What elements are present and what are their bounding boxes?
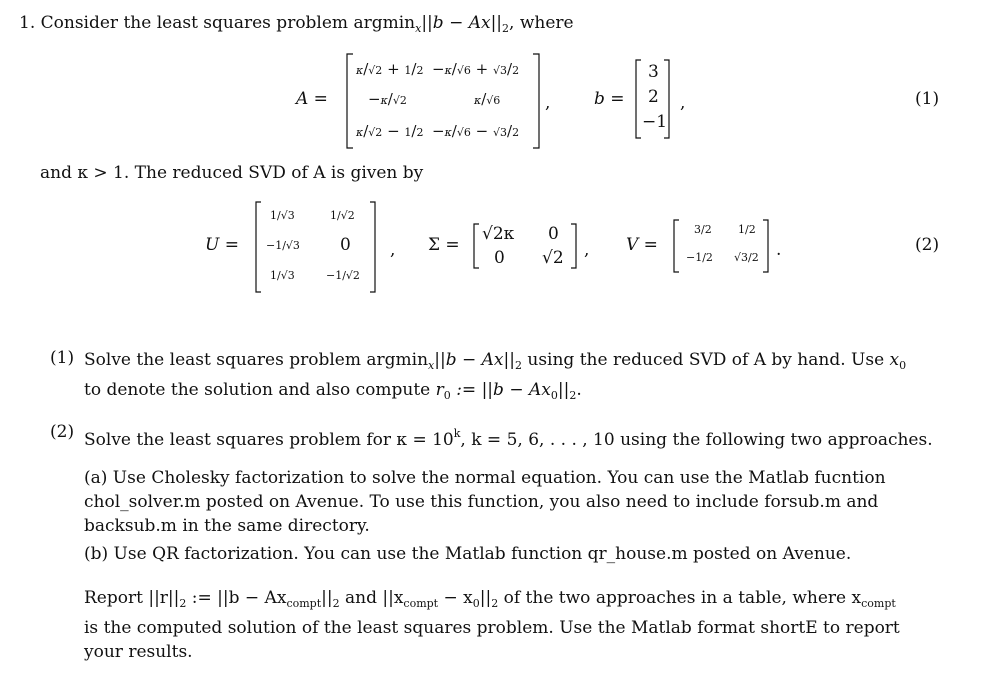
kappa-line: and κ > 1. The reduced SVD of A is given by xyxy=(40,163,424,183)
intro-end: , where xyxy=(509,13,574,33)
A-label: A = xyxy=(296,89,328,109)
task-2-number: (2) xyxy=(50,422,75,442)
A-r3c1: κ/√2 − 1/2 xyxy=(356,122,424,140)
U-c2-r1: 1/√2 xyxy=(330,209,355,222)
task-2b-text: (b) Use QR factorization. You can use the Matlab function qr_house.m posted on Avenue. xyxy=(84,544,852,564)
A-r2c1: −κ/√2 xyxy=(368,90,407,108)
b-entry-1: 3 xyxy=(648,62,659,82)
A-r1c1: κ/√2 + 1/2 xyxy=(356,60,424,78)
problem-intro-text: Consider the least squares problem argmin xyxy=(40,13,416,33)
Sigma-comma: , xyxy=(584,240,590,260)
b-label: b = xyxy=(594,89,625,109)
U-c1-r1: 1/√3 xyxy=(270,209,295,222)
b-entry-2: 2 xyxy=(648,87,659,107)
Sigma-21: 0 xyxy=(494,248,505,268)
A-r1c2: −κ/√6 + √3/2 xyxy=(432,60,520,78)
V-matrix-brackets xyxy=(672,218,772,276)
eq1-tag: (1) xyxy=(915,89,940,109)
b-entry-3: −1 xyxy=(642,112,668,132)
U-c2-r3: −1/√2 xyxy=(326,269,360,282)
intro-norm: ||b − Ax|| xyxy=(421,13,503,33)
task-2a-text: (a) Use Cholesky factorization to solve the normal equation. You can use the Matlab fucntion chol_solver.m posted on Avenue. To use this function, you also need to include forsub.m and backsub.m in the same directory. xyxy=(84,468,886,536)
task-1-text: Solve the least squares problem $argmin_x||b - Ax||_2$ using the reduced SVD of A by hand. Use $x_0$ to denote the solution and also compute $r_0$ := $||b - Ax_0||_2$. xyxy=(84,350,907,402)
U-c1-r2: −1/√3 xyxy=(266,239,300,252)
U-label: U = xyxy=(205,235,239,255)
task-2-text: Solve the least squares problem for $\kappa = 10^k$, k = 5, 6, . . . , 10 using the following two approaches. xyxy=(84,427,933,450)
V-r2c2: √3/2 xyxy=(734,251,759,264)
U-comma: , xyxy=(390,240,396,260)
intro-norm-sub: 2 xyxy=(502,22,510,35)
V-r2c1: −1/2 xyxy=(686,251,713,264)
V-r1c2: 1/2 xyxy=(738,223,756,236)
A-r3c2: −κ/√6 − √3/2 xyxy=(432,122,520,140)
Sigma-11: √2κ xyxy=(482,224,515,244)
U-c1-r3: 1/√3 xyxy=(270,269,295,282)
Sigma-12: 0 xyxy=(548,224,559,244)
problem-intro xyxy=(19,15,574,34)
b-comma: , xyxy=(680,93,686,113)
eq2-tag: (2) xyxy=(915,235,940,255)
Sigma-label: Σ = xyxy=(428,235,460,255)
U-c2-r2: 0 xyxy=(340,235,351,255)
Sigma-22: √2 xyxy=(542,248,564,268)
A-comma: , xyxy=(545,93,551,113)
V-label: V = xyxy=(626,235,658,255)
problem-number: 1. xyxy=(19,13,36,33)
report-text: Report $||r||_2$ := $||b - Ax_{compt}||_2$ and $||x_{compt} - x_0||_2$ of the two approaches in a table, where $x_{compt}$ is the computed solution of the least squares problem. Use the Matlab format shortE to report your results. xyxy=(84,588,900,662)
V-period: . xyxy=(776,240,782,260)
A-r2c2: κ/√6 xyxy=(474,90,501,108)
V-r1c1: 3/2 xyxy=(694,223,712,236)
argmin-sub: x xyxy=(415,22,422,35)
task-1-number: (1) xyxy=(50,348,75,368)
